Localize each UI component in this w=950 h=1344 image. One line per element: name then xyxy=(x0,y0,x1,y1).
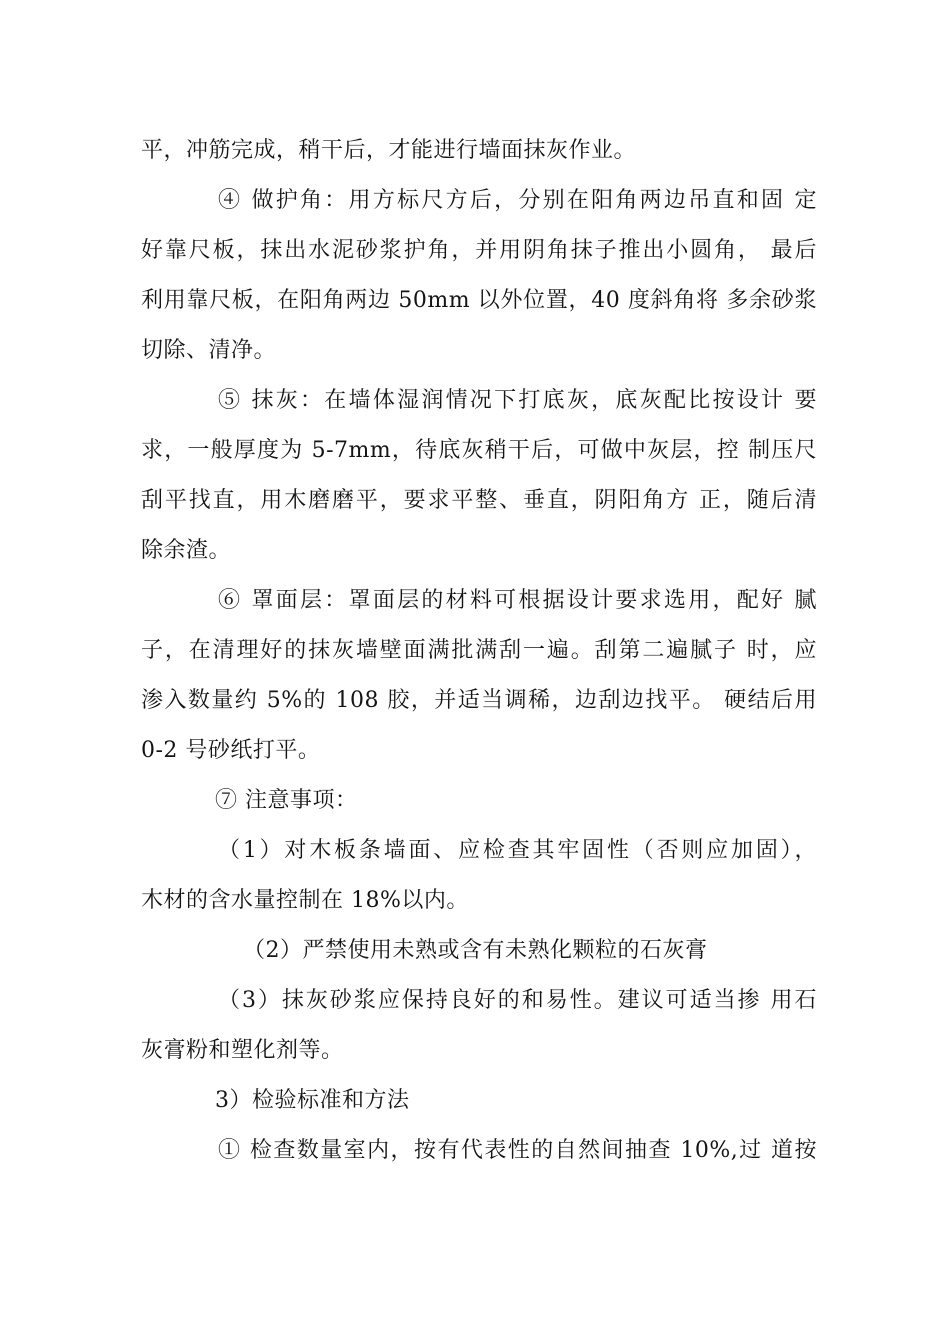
text-line: 除余渣。 xyxy=(141,538,232,563)
text-line: 0-2 号砂纸打平。 xyxy=(141,738,321,763)
text-line: （1）对木板条墙面、应检查其牢固性（否则应加固）， xyxy=(218,838,817,863)
text-line: 灰膏粉和塑化剂等。 xyxy=(141,1038,344,1063)
text-line: 切除、清净。 xyxy=(141,338,277,363)
text-line: 木材的含水量控制在 18%以内。 xyxy=(141,888,469,913)
text-line: ⑥ 罩面层：罩面层的材料可根据设计要求选用，配好 腻 xyxy=(218,588,817,613)
text-line: 好靠尺板，抹出水泥砂浆护角，并用阴角抹子推出小圆角， 最后 xyxy=(141,238,817,263)
text-line: 利用靠尺板，在阳角两边 50mm 以外位置，40 度斜角将 多余砂浆 xyxy=(141,288,817,313)
text-line: 刮平找直，用木磨磨平，要求平整、垂直，阴阳角方 正，随后清 xyxy=(141,488,817,513)
text-line: 平，冲筋完成，稍干后，才能进行墙面抹灰作业。 xyxy=(141,138,637,163)
text-line: （3）抹灰砂浆应保持良好的和易性。建议可适当掺 用石 xyxy=(218,988,817,1013)
text-line: 3）检验标准和方法 xyxy=(215,1088,410,1113)
text-line: ⑦ 注意事项： xyxy=(215,788,358,813)
text-line: （2）严禁使用未熟或含有未熟化颗粒的石灰膏 xyxy=(243,938,708,963)
text-line: 求，一般厚度为 5-7mm，待底灰稍干后，可做中灰层，控 制压尺 xyxy=(141,438,817,463)
text-line: ① 检查数量室内，按有代表性的自然间抽查 10%,过 道按 xyxy=(218,1138,817,1163)
text-line: 子，在清理好的抹灰墙壁面满批满刮一遍。刮第二遍腻子 时，应 xyxy=(141,638,817,663)
text-line: ④ 做护角：用方标尺方后，分别在阳角两边吊直和固 定 xyxy=(218,188,817,213)
text-line: 渗入数量约 5%的 108 胶，并适当调稀，边刮边找平。 硬结后用 xyxy=(141,688,817,713)
text-line: ⑤ 抹灰：在墙体湿润情况下打底灰，底灰配比按设计 要 xyxy=(218,388,817,413)
